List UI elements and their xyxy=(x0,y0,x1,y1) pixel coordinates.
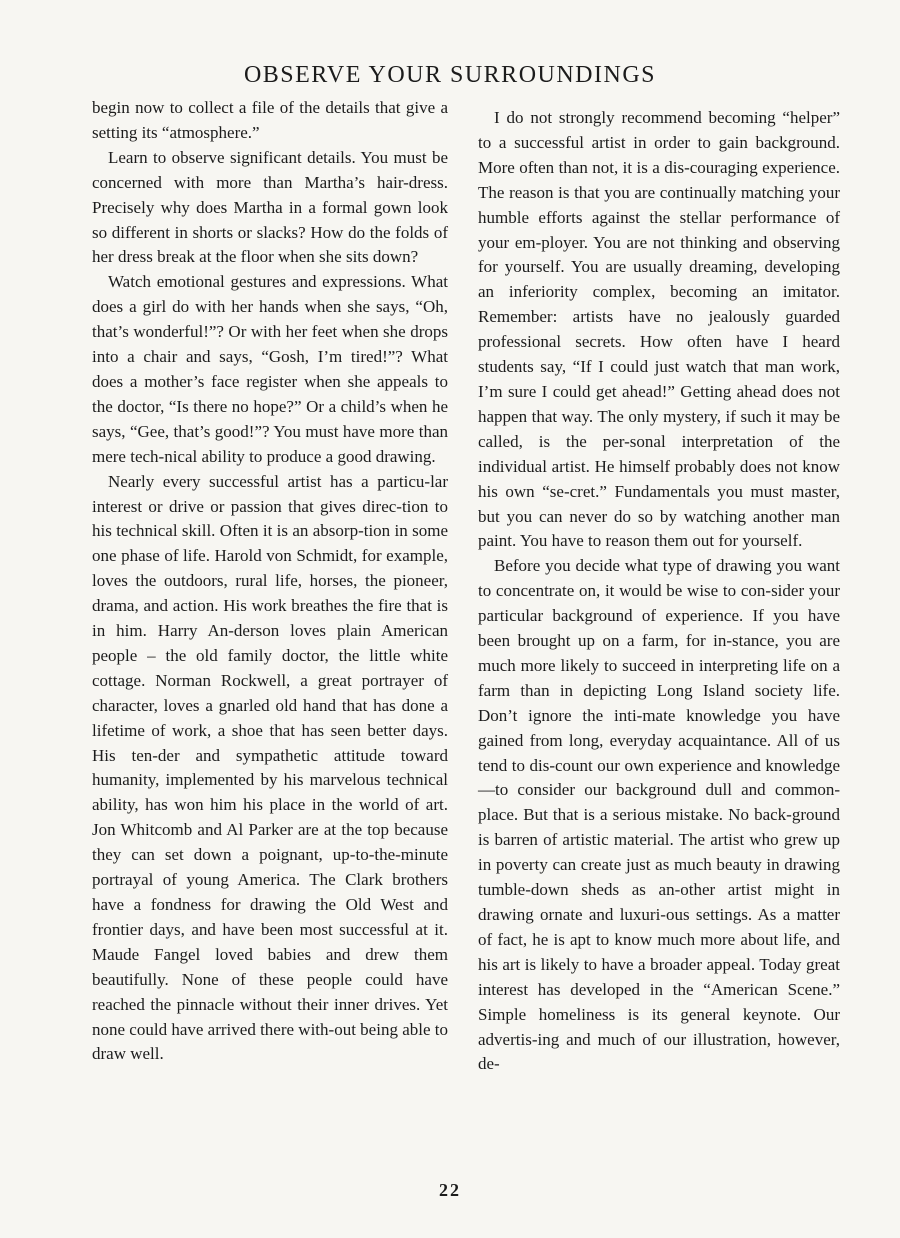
right-column xyxy=(478,106,840,1077)
paragraph: I do not strongly recommend becoming “helper” to a successful artist in order to gain background. More often than not, it is a dis-couraging experience. The reason is that you are continually matching your humble efforts against the stellar performance of your em-ployer. You are not thinking and observing for yourself. You are usually dreaming, developing an inferiority complex, becoming an imitator. Remember: artists have no jealously guarded professional secrets. How often have I heard students say, “If I could just watch that man work, I’m sure I could get ahead!” Getting ahead does not happen that way. The only mystery, if such it may be called, is the per-sonal interpretation of the individual artist. He himself probably does not know his own “se-cret.” Fundamentals you must master, but you can never do so by watching another man paint. You have to reason them out for yourself. xyxy=(478,108,840,551)
paragraph: begin now to collect a file of the details that give a setting its “atmosphere.” xyxy=(92,98,448,142)
page-title: OBSERVE YOUR SURROUNDINGS xyxy=(243,62,657,88)
page-number: 22 xyxy=(439,1180,461,1200)
paragraph: Before you decide what type of drawing you want to concentrate on, it would be wise to con-sider your particular background of experience. If you have been brought up on a farm, for in-stance, you are much more likely to succeed in interpreting life on a farm than in depicting Long Island society life. Don’t ignore the inti-mate knowledge you have gained from long, everyday acquaintance. All of us tend to dis-count our own experience and knowledge—to consider our background dull and common-place. But that is a serious mistake. No back-ground is barren of artistic material. The artist who grew up in poverty can create just as much beauty in drawing tumble-down sheds as an-other artist might in drawing ornate and luxuri-ous settings. As a matter of fact, he is apt to know much more about life, and his art is likely to have a broader appeal. Today great interest has developed in the “American Scene.” Simple homeliness is its general keynote. Our advertis-ing and much of our illustration, however, de- xyxy=(478,556,840,1074)
paragraph: Watch emotional gestures and expressions. What does a girl do with her hands when she says, “Oh, that’s wonderful!”? Or with her feet when she drops into a chair and says, “Gosh, I’m tired!”? What does a mother’s face register when she appeals to the doctor, “Is there no hope?” Or a child’s when he says, “Gee, that’s good!”? You must have more than mere tech-nical ability to produce a good drawing. xyxy=(92,272,448,466)
paragraph: Learn to observe significant details. You must be concerned with more than Martha’s hair-dress. Precisely why does Martha in a formal gown look so different in shorts or slacks? How do the folds of her dress break at the floor when she sits down? xyxy=(92,147,448,267)
paragraph: Nearly every successful artist has a particu-lar interest or drive or passion that gives direc-tion to his technical skill. Often it is an absorp-tion in some one phase of life. Harold von Schmidt, for example, loves the outdoors, rural life, horses, the pioneer, drama, and action. His work breathes the fire that is in him. Harry An-derson loves plain American people – the old family doctor, the little white cottage. Norman Rockwell, a great portrayer of character, loves a gnarled old hand that has done a lifetime of work, a shoe that has seen better days. His ten-der and sympathetic attitude toward humanity, implemented by his marvelous technical ability, has won him his place in the world of art. Jon Whitcomb and Al Parker are at the top because they can set down a poignant, up-to-the-minute portrayal of young America. The Clark brothers have a fondness for drawing the Old West and frontier days, and have been most successful at it. Maude Fangel loved babies and drew them beautifully. None of these people could have reached the pinnacle without their inner drives. Yet none could have arrived there with-out being able to draw well. xyxy=(92,471,448,1064)
left-column xyxy=(92,96,448,1067)
